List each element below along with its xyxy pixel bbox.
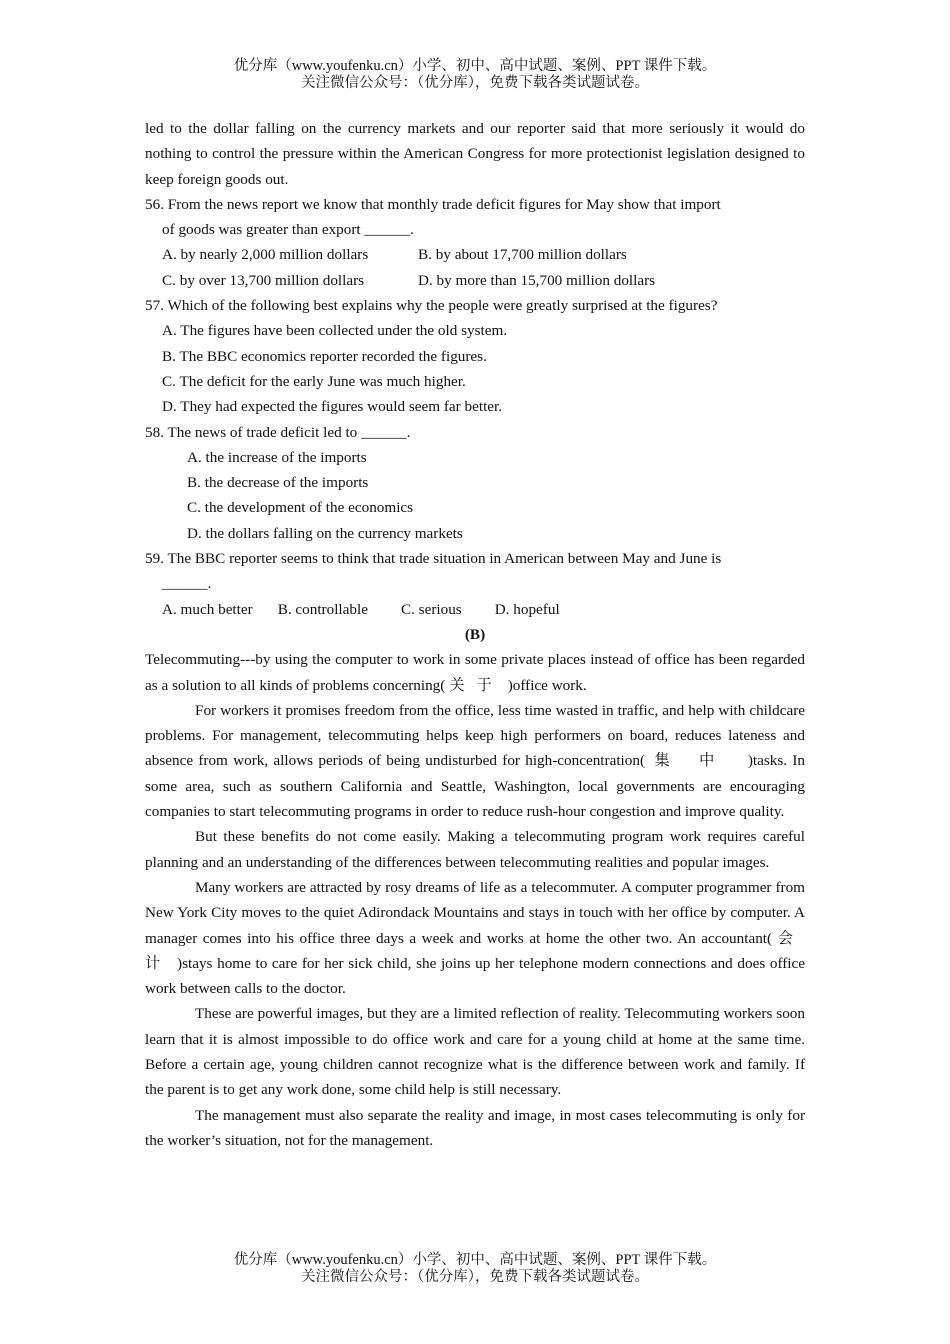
q59-options-row [145, 597, 805, 622]
p2-text-before: For workers it promises freedom from the office, less time wasted in traffic, and help with childcare problems. For management, telecommuting helps keep high performers on board, reduces lateness and absence from work, allows periods of being undisturbed for high-concentration( [145, 701, 805, 770]
p2-chinese-gloss: 集中 [653, 752, 744, 770]
p2-text-after: )tasks. In some area, such as southern California and Seattle, Washington, local governments are encouraging companies to start telecommuting programs in order to reduce rush-hour congestion and improve quality. [145, 752, 805, 821]
q56-options-row-2 [145, 268, 805, 293]
q59-option-a: A. much better [162, 600, 253, 618]
q59-option-b: B. controllable [277, 600, 368, 618]
p4-chinese-gloss: 会计 [145, 929, 805, 972]
p4-text-before: Many workers are attracted by rosy dreams of life as a telecommuter. A computer programmer from New York City moves to the quiet Adirondack Mountains and stays in touch with her office by computer. A manager comes into his office three days a week and works at home the other two. An accountant( [145, 878, 805, 947]
question-58 [145, 420, 805, 546]
q56-option-d: D. by more than 15,700 million dollars [418, 271, 656, 289]
p4-text-after: )stays home to care for her sick child, she joins up her telephone modern connections and does office work between calls to the doctor. [145, 954, 806, 998]
q56-stem-line-2: of goods was greater than export ______. [162, 221, 414, 239]
q57-option-c: C. The deficit for the early June was much higher. [162, 372, 466, 390]
intro-paragraph: led to the dollar falling on the currency markets and our reporter said that more seriously it would do nothing to control the pressure within the American Congress for more protectionist legislation designed to keep foreign goods out. [145, 120, 805, 188]
question-56 [145, 192, 805, 293]
passage-b-paragraph-4 [145, 875, 805, 1001]
header-line-1: 优分库（www.youfenku.cn）小学、初中、高中试题、案例、PPT 课件下载。 [233, 58, 717, 74]
q59-option-c: C. serious [400, 600, 462, 618]
q57-option-a: A. The figures have been collected under the old system. [162, 322, 508, 340]
q56-stem-line-1: 56. From the news report we know that monthly trade deficit figures for May show that import [145, 195, 721, 213]
passage-b-paragraph-5: These are powerful images, but they are a limited reflection of reality. Telecommuting workers soon learn that it is almost impossible to do office work and care for a young child at home at the same time. Before a certain age, young children cannot recognize what is the difference between work and family. If the parent is to get any work done, some child help is still necessary. [145, 1005, 805, 1099]
p1-text-after: )office work. [507, 676, 587, 694]
q56-options-row-1 [145, 242, 805, 267]
q56-option-c: C. by over 13,700 million dollars [162, 271, 365, 289]
q59-stem-line-1: 59. The BBC reporter seems to think that trade situation in American between May and June is [145, 550, 722, 568]
section-b-title: (B) [464, 625, 486, 643]
q59-stem-line-2: ______. [162, 575, 212, 593]
passage-b-paragraph-2 [145, 698, 805, 824]
header-line-2: 关注微信公众号：（优分库），免费下载各类试题试卷。 [301, 75, 649, 91]
q57-stem: 57. Which of the following best explains why the people were greatly surprised at the figures? [145, 297, 718, 315]
p1-chinese-gloss: 关于 [449, 676, 504, 694]
q57-option-b: B. The BBC economics reporter recorded the figures. [162, 347, 487, 365]
footer-line-2: 关注微信公众号：（优分库），免费下载各类试题试卷。 [301, 1269, 649, 1285]
q58-option-c: C. the development of the economics [187, 499, 414, 517]
page-header [0, 58, 950, 92]
q56-option-a: A. by nearly 2,000 million dollars [162, 246, 369, 264]
q59-option-d: D. hopeful [494, 600, 560, 618]
document-body [145, 116, 805, 1153]
passage-b-paragraph-1 [145, 647, 805, 698]
q58-option-b: B. the decrease of the imports [187, 474, 369, 492]
page-footer [0, 1252, 950, 1286]
passage-b-paragraph-3: But these benefits do not come easily. Making a telecommuting program work requires careful planning and an understanding of the differences between telecommuting realities and popular images. [145, 828, 805, 871]
footer-line-1: 优分库（www.youfenku.cn）小学、初中、高中试题、案例、PPT 课件下载。 [233, 1252, 717, 1268]
q58-option-d: D. the dollars falling on the currency markets [187, 524, 463, 542]
question-57 [145, 293, 805, 419]
q58-option-a: A. the increase of the imports [187, 448, 367, 466]
q57-option-d: D. They had expected the figures would seem far better. [162, 398, 503, 416]
q58-stem: 58. The news of trade deficit led to ______. [145, 423, 411, 441]
question-59 [145, 546, 805, 622]
p1-text-before: Telecommuting---by using the computer to work in some private places instead of office has been regarded as a solution to all kinds of problems concerning( [145, 651, 805, 694]
q56-option-b: B. by about 17,700 million dollars [418, 246, 627, 264]
passage-b-paragraph-6: The management must also separate the reality and image, in most cases telecommuting is only for the worker’s situation, not for the management. [145, 1106, 805, 1149]
